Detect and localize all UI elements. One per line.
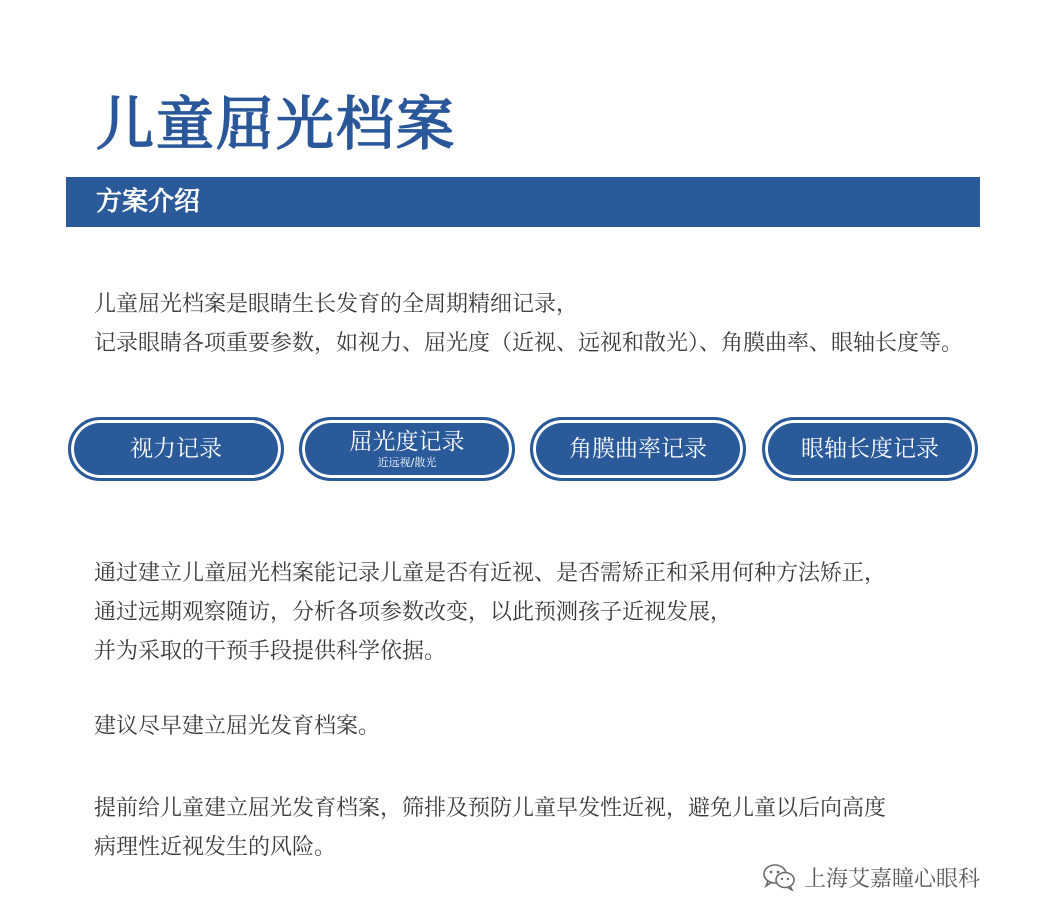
page-title: 儿童屈光档案 xyxy=(96,90,457,158)
body-line: 病理性近视发生的风险。 xyxy=(94,835,337,860)
body-line: 建议尽早建立屈光发育档案。 xyxy=(94,714,381,739)
wechat-icon xyxy=(762,863,796,891)
body-paragraph-2 xyxy=(94,707,380,746)
body-line: 通过建立儿童屈光档案能记录儿童是否有近视、是否需矫正和采用何种方法矫正， xyxy=(94,561,887,586)
section-header-label: 方案介绍 xyxy=(96,187,201,217)
watermark-text: 上海艾嘉瞳心眼科 xyxy=(804,866,981,892)
axial-length-record-label: 眼轴长度记录 xyxy=(801,436,939,462)
section-header xyxy=(66,177,980,227)
corneal-curvature-record-label: 角膜曲率记录 xyxy=(569,436,707,462)
body-line: 并为采取的干预手段提供科学依据。 xyxy=(94,639,447,664)
body-paragraph-3 xyxy=(94,789,886,867)
corneal-curvature-record-button[interactable] xyxy=(530,417,746,481)
vision-record-label: 视力记录 xyxy=(130,436,222,462)
refraction-record-button[interactable] xyxy=(299,417,515,481)
body-paragraph-1 xyxy=(94,554,886,671)
axial-length-record-button[interactable] xyxy=(762,417,978,481)
body-line: 提前给儿童建立屈光发育档案，筛排及预防儿童早发性近视，避免儿童以后向高度 xyxy=(94,796,887,821)
refraction-record-sublabel: 近远视/散光 xyxy=(377,456,437,469)
vision-record-button[interactable] xyxy=(68,417,284,481)
intro-line: 记录眼睛各项重要参数，如视力、屈光度（近视、远视和散光）、角膜曲率、眼轴长度等。 xyxy=(94,331,964,356)
intro-paragraph xyxy=(94,285,963,363)
body-line: 通过远期观察随访，分析各项参数改变，以此预测孩子近视发展， xyxy=(94,600,733,625)
watermark xyxy=(762,862,980,892)
refraction-record-label: 屈光度记录 xyxy=(349,429,465,455)
intro-line: 儿童屈光档案是眼睛生长发育的全周期精细记录， xyxy=(94,292,579,317)
